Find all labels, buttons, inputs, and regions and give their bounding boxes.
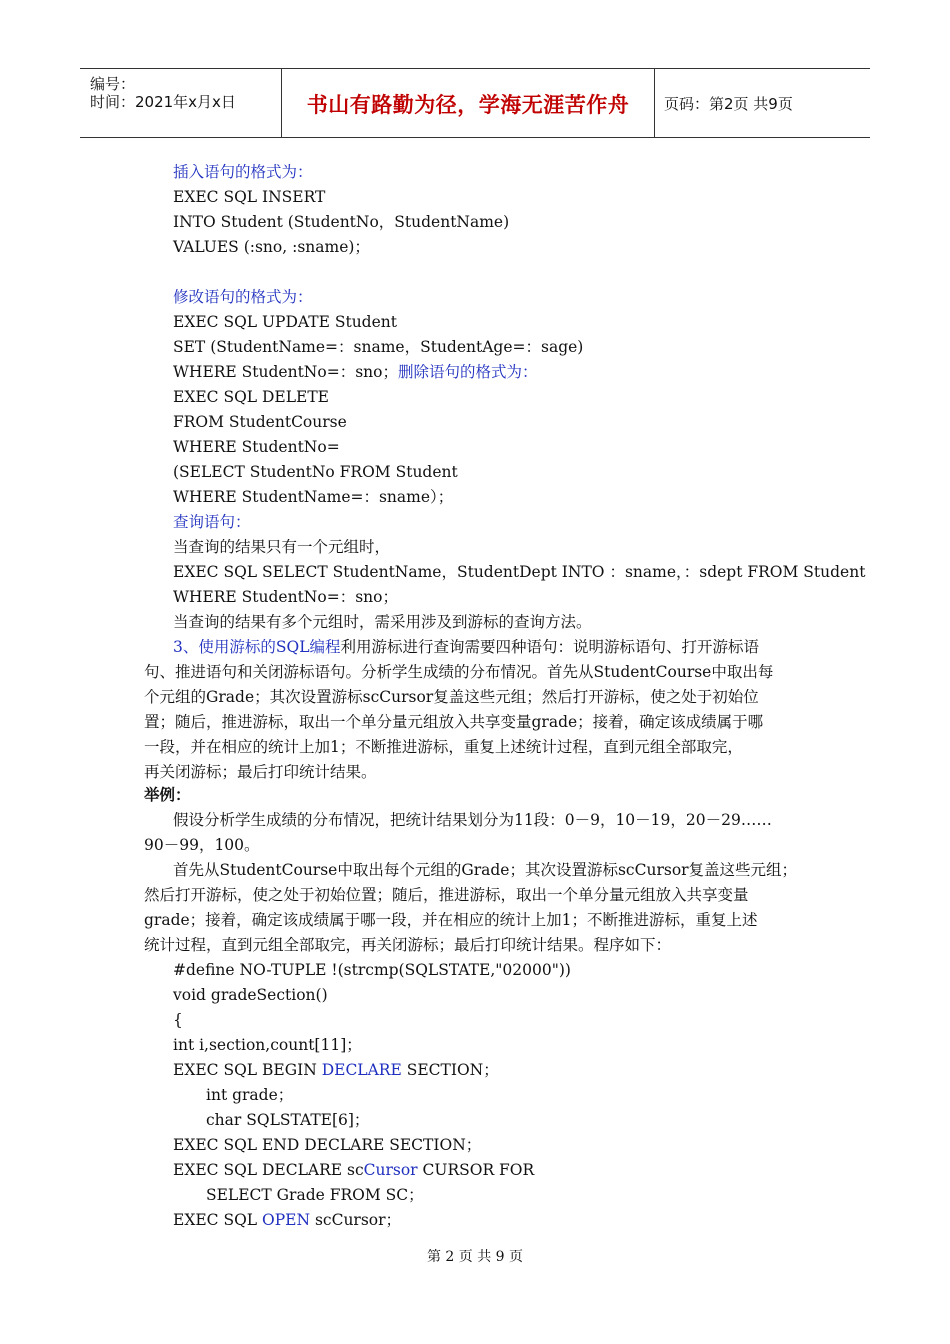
paragraph-line: 一段，并在相应的统计上加1；不断推进游标，重复上述统计过程，直到元组全部取完， [144,738,743,756]
cursor-section-heading: 3、使用游标的SQL编程 [173,638,341,656]
code-line: int i,section,count[11]； [173,1036,362,1054]
code-keyword-highlight: DECLARE [321,1061,402,1079]
example-heading: 举例： [144,786,191,804]
code-line [173,1060,499,1080]
code-line: VALUES (:sno, :sname)； [173,238,370,256]
code-line: (SELECT StudentNo FROM Student [173,463,458,481]
code-line: { [173,1011,183,1029]
code-line: EXEC SQL END DECLARE SECTION； [173,1136,482,1154]
code-line: EXEC SQL INSERT [173,188,326,206]
code-text: EXEC SQL DECLARE sc [173,1161,364,1179]
code-line-with-heading [173,362,537,382]
header-motto: 书山有路勤为径，学海无涯苦作舟 [306,93,630,117]
code-text: scCursor； [310,1211,402,1229]
insert-heading: 插入语句的格式为： [173,163,313,181]
code-line: FROM StudentCourse [173,413,347,431]
paragraph-line: 个元组的Grade；其次设置游标scCursor复盖这些元组；然后打开游标，使之处于初始位 [144,688,759,706]
code-text: CURSOR FOR [417,1161,535,1179]
code-line: EXEC SQL DELETE [173,388,329,406]
paragraph-line: 然后打开游标，使之处于初始位置；随后，推进游标，取出一个单分量元组放入共享变量 [144,886,749,904]
paragraph-line: 首先从StudentCourse中取出每个元组的Grade；其次设置游标scCursor复盖这些元组； [173,861,798,879]
paragraph-line: 句、推进语句和关闭游标语句。分析学生成绩的分布情况。首先从StudentCourse中取出每 [144,663,774,681]
code-line: WHERE StudentNo=：sno； [173,588,398,606]
code-keyword-highlight: OPEN [262,1211,311,1229]
paragraph-line: 90－99，100。 [144,836,260,854]
update-heading: 修改语句的格式为： [173,288,313,306]
code-line: SET (StudentName=：sname，StudentAge=：sage) [173,338,584,356]
paragraph-line: 再关闭游标；最后打印统计结果。 [144,763,377,781]
page-header [80,68,870,138]
paragraph-line: 统计过程，直到元组全部取完，再关闭游标；最后打印统计结果。程序如下： [144,936,672,954]
code-line: SELECT Grade FROM SC； [206,1186,424,1204]
paragraph-line: 当查询的结果有多个元组时，需采用涉及到游标的查询方法。 [173,613,592,631]
code-line: WHERE StudentNo= [173,438,340,456]
code-line: #define NO-TUPLE !(strcmp(SQLSTATE,"02000")) [173,961,571,979]
delete-heading: 删除语句的格式为： [397,363,538,381]
code-line: EXEC SQL UPDATE Student [173,313,397,331]
paragraph-line: grade；接着，确定该成绩属于哪一段，并在相应的统计上加1；不断推进游标，重复上述 [144,911,758,929]
page-footer: 第 2 页 共 9 页 [426,1249,524,1265]
paragraph-line: 当查询的结果只有一个元组时， [173,538,391,556]
code-text: EXEC SQL [173,1211,262,1229]
code-line [173,1160,534,1180]
code-line [173,1210,401,1230]
code-line: INTO Student (StudentNo，StudentName) [173,213,510,231]
header-page-cell [655,69,870,137]
document-number-label: 编号： [90,75,136,93]
paragraph-text: 利用游标进行查询需要四种语句：说明游标语句、打开游标语 [340,638,759,656]
cursor-section-line [173,637,759,657]
code-line: char SQLSTATE[6]； [206,1111,370,1129]
header-motto-cell [282,69,655,137]
paragraph-line: 置；随后，推进游标，取出一个单分量元组放入共享变量grade；接着，确定该成绩属于哪 [144,713,764,731]
code-line: int grade； [206,1086,294,1104]
code-line: EXEC SQL SELECT StudentName，StudentDept INTO ：sname，：sdept FROM Student [173,563,866,581]
code-keyword-highlight: Cursor [363,1161,418,1179]
document-time-label: 时间：2021年x月x日 [90,93,236,111]
code-line: void gradeSection() [173,986,328,1004]
header-page-number: 页码：第2页 共9页 [664,95,793,113]
header-meta-cell [80,69,282,137]
paragraph-line: 假设分析学生成绩的分布情况，把统计结果划分为11段：0－9，10－19，20－29…… [173,811,772,829]
code-text: EXEC SQL BEGIN [173,1061,322,1079]
code-text: SECTION； [401,1061,499,1079]
query-heading: 查询语句： [173,513,251,531]
code-text: WHERE StudentNo=：sno； [173,363,398,381]
code-line: WHERE StudentName=：sname）； [173,488,454,506]
